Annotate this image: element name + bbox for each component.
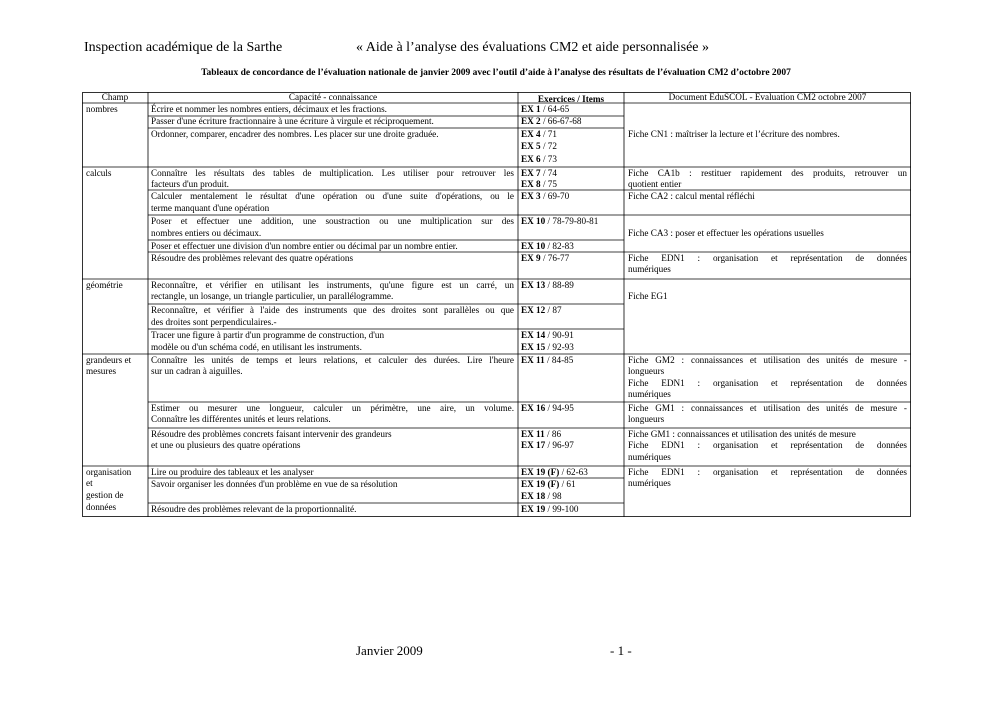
capacite-cell: Poser et effectuer une division d'un nombre entier ou décimal par un nombre entier. — [151, 241, 458, 251]
exercice-cell: EX 14 / 90-91 — [521, 330, 574, 340]
champ-geometrie: géométrie — [86, 280, 123, 290]
header-right: « Aide à l’analyse des évaluations CM2 et aide personnalisée » — [356, 40, 710, 55]
champ-calculs: calculs — [86, 168, 112, 178]
exercice-cell: EX 5 / 72 — [521, 141, 557, 151]
subtitle: Tableaux de concordance de l’évaluation nationale de janvier 2009 avec l’outil d’aide à l’analyse des résultats de l’évaluation CM2 d’octobre 2007 — [201, 68, 791, 78]
document-cell: Fiche EG1 — [628, 291, 668, 301]
document-cell: Fiche CA3 : poser et effectuer les opérations usuelles — [628, 228, 824, 238]
document-cell: Fiche GM2 : connaissances et utilisation des unités de mesure - — [628, 355, 907, 365]
capacite-cell: Connaître les différentes unités et leurs relations. — [151, 414, 331, 424]
champ-organisation-2: et — [86, 478, 93, 488]
exercice-cell: EX 18 / 98 — [521, 491, 562, 501]
champ-grandeurs: grandeurs et mesures — [86, 355, 132, 376]
exercice-cell: EX 8 / 75 — [521, 179, 557, 189]
capacite-cell: Savoir organiser les données d'un problème en vue de sa résolution — [151, 479, 398, 489]
document-cell: longueurs — [628, 414, 665, 424]
header-exercices: Exercices / Items — [537, 94, 605, 104]
capacite-cell: et une ou plusieurs des quatre opérations — [151, 440, 301, 450]
capacite-cell: nombres entiers ou décimaux. — [151, 228, 262, 238]
exercice-cell: EX 15 / 92-93 — [521, 342, 574, 352]
capacite-cell: Résoudre des problèmes relevant des quatre opérations — [151, 253, 354, 263]
capacite-cell: facteurs d'un produit. — [151, 179, 229, 189]
document-cell: numériques — [628, 478, 671, 488]
footer-date: Janvier 2009 — [356, 643, 423, 658]
exercice-cell: EX 12 / 87 — [521, 305, 562, 315]
document-cell: numériques — [628, 452, 671, 462]
exercice-cell: EX 13 / 88-89 — [521, 280, 574, 290]
capacite-cell: Connaître les résultats des tables de multiplication. Les utiliser pour retrouver les — [151, 168, 514, 178]
exercice-cell: EX 7 / 74 — [521, 168, 557, 178]
document-cell: Fiche EDN1 : organisation et représentation de données — [628, 378, 907, 388]
document-cell: Fiche CN1 : maîtriser la lecture et l’écriture des nombres. — [628, 129, 840, 139]
capacite-cell: Estimer ou mesurer une longueur, calculer un périmètre, une aire, un volume. — [151, 403, 514, 413]
exercice-cell: EX 1 / 64-65 — [521, 104, 570, 114]
document-cell: Fiche CA1b : restituer rapidement des produits, retrouver un — [628, 168, 907, 178]
exercice-cell: EX 19 / 99-100 — [521, 504, 579, 514]
header-document: Document EduSCOL - Evaluation CM2 octobre 2007 — [668, 92, 867, 102]
exercice-cell: EX 19 (F) / 61 — [521, 479, 576, 489]
header-capacite: Capacité - connaissance — [288, 92, 378, 102]
document-cell: Fiche GM1 : connaissances et utilisation des unités de mesure - — [628, 403, 907, 413]
capacite-cell: Connaître les unités de temps et leurs relations, et calculer des durées. Lire l'heure — [151, 355, 514, 365]
document-cell: Fiche GM1 : connaissances et utilisation des unités de mesure — [628, 429, 856, 439]
capacite-cell: Passer d'une écriture fractionnaire à une écriture à virgule et réciproquement. — [151, 116, 434, 126]
header-left: Inspection académique de la Sarthe — [84, 40, 283, 55]
header-champ: Champ — [101, 92, 129, 102]
exercice-cell: EX 17 / 96-97 — [521, 440, 574, 450]
champ-organisation-3: gestion de — [86, 490, 124, 500]
exercice-cell: EX 10 / 82-83 — [521, 241, 574, 251]
exercice-cell: EX 19 (F) / 62-63 — [521, 467, 588, 477]
exercice-cell: EX 2 / 66-67-68 — [521, 116, 582, 126]
exercice-cell: EX 4 / 71 — [521, 129, 557, 139]
champ-organisation-4: données — [86, 502, 117, 512]
document-cell: Fiche CA2 : calcul mental réfléchi — [628, 191, 755, 201]
champ-organisation-1: organisation — [86, 467, 132, 477]
document-cell: Fiche EDN1 : organisation et représentation de données — [628, 467, 907, 477]
exercice-cell: EX 9 / 76-77 — [521, 253, 570, 263]
capacite-cell: Résoudre des problèmes concrets faisant intervenir des grandeurs — [151, 429, 392, 439]
document-cell: Fiche EDN1 : organisation et représentation de données — [628, 253, 907, 263]
capacite-cell: Écrire et nommer les nombres entiers, décimaux et les fractions. — [151, 104, 387, 114]
exercice-cell: EX 10 / 78-79-80-81 — [521, 216, 599, 226]
exercice-cell: EX 11 / 84-85 — [521, 355, 574, 365]
exercice-cell: EX 6 / 73 — [521, 154, 557, 164]
capacite-cell: Résoudre des problèmes relevant de la proportionnalité. — [151, 504, 357, 514]
champ-nombres: nombres — [86, 104, 118, 114]
page-number: - 1 - — [610, 643, 632, 658]
capacite-cell: Lire ou produire des tableaux et les analyser — [151, 467, 314, 477]
exercice-cell: EX 3 / 69-70 — [521, 191, 570, 201]
capacite-cell: Reconnaître, et vérifier à l'aide des instruments que des droites sont parallèles ou que — [151, 305, 514, 315]
document-cell: longueurs — [628, 366, 665, 376]
concordance-table — [82, 92, 911, 517]
capacite-cell: Ordonner, comparer, encadrer des nombres. Les placer sur une droite graduée. — [151, 129, 439, 139]
capacite-cell: des droites sont perpendiculaires.- — [151, 317, 277, 327]
capacite-cell: Poser et effectuer une addition, une soustraction ou une multiplication sur des — [151, 216, 514, 226]
document-cell: numériques — [628, 264, 671, 274]
capacite-cell: terme manquant d'une opération — [151, 203, 270, 213]
exercice-cell: EX 16 / 94-95 — [521, 403, 574, 413]
capacite-cell: sur un cadran à aiguilles. — [151, 366, 243, 376]
capacite-cell: modèle ou d'un schéma codé, en utilisant les instruments. — [151, 342, 362, 352]
capacite-cell: Tracer une figure à partir d'un programme de construction, d'un — [151, 330, 385, 340]
capacite-cell: Calculer mentalement le résultat d'une opération ou d'une suite d'opérations, ou le — [151, 191, 514, 201]
document-cell: quotient entier — [628, 179, 682, 189]
capacite-cell: Reconnaître, et vérifier en utilisant les instruments, qu'une figure est un carré, un — [151, 280, 514, 290]
capacite-cell: rectangle, un losange, un triangle particulier, un parallélogramme. — [151, 291, 394, 301]
document-cell: numériques — [628, 389, 671, 399]
document-cell: Fiche EDN1 : organisation et représentation de données — [628, 440, 907, 450]
exercice-cell: EX 11 / 86 — [521, 429, 562, 439]
